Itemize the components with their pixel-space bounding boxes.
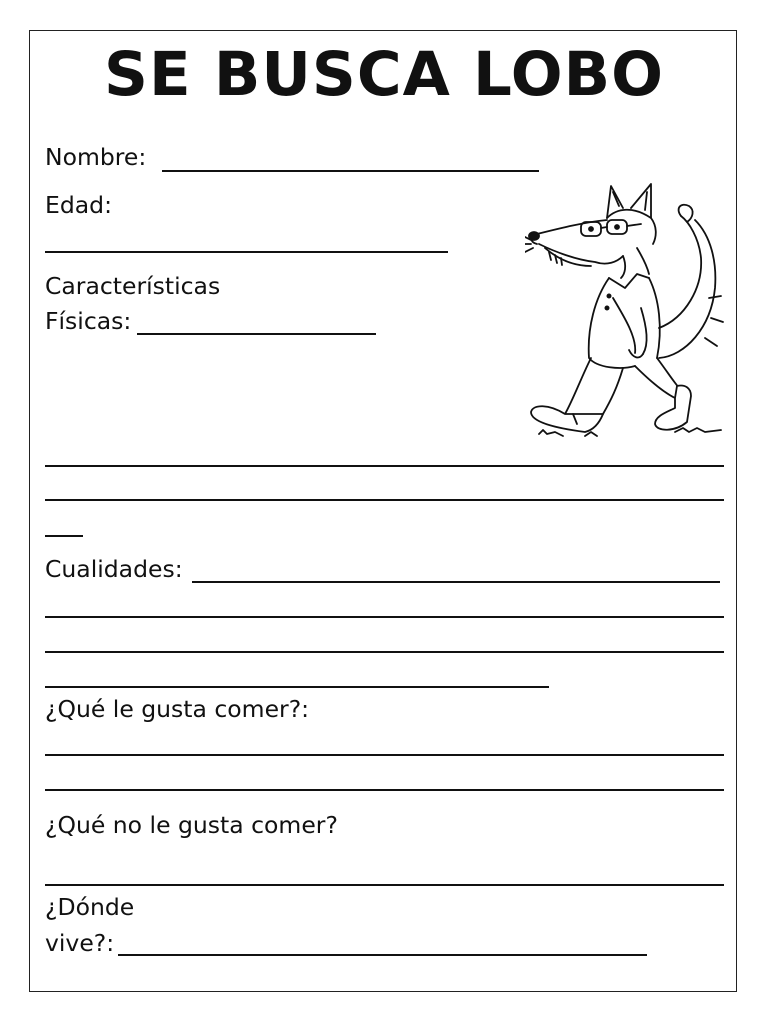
name-label: Nombre: [45,143,147,171]
physical-answer-line-3[interactable] [45,499,724,501]
wolf-with-glasses-walking-icon [525,178,725,443]
physical-answer-line-2[interactable] [45,465,724,467]
qualities-answer-line-2[interactable] [45,616,724,618]
qualities-answer-line-3[interactable] [45,651,724,653]
likes-label: ¿Qué le gusta comer?: [45,695,310,723]
age-answer-line[interactable] [45,251,448,253]
dislikes-label: ¿Qué no le gusta comer? [45,811,338,839]
likes-answer-line-1[interactable] [45,754,724,756]
physical-label-line1: Características [45,272,221,300]
lives-label-line2: vive?: [45,929,115,957]
physical-label-line2: Físicas: [45,307,132,335]
dislikes-answer-line[interactable] [45,884,724,886]
physical-answer-line-1[interactable] [137,333,376,335]
physical-answer-line-4[interactable] [45,535,83,537]
worksheet-border [29,30,737,992]
qualities-label: Cualidades: [45,555,183,583]
qualities-answer-line-4[interactable] [45,686,549,688]
likes-answer-line-2[interactable] [45,789,724,791]
lives-answer-line[interactable] [118,954,647,956]
name-answer-line[interactable] [162,170,539,172]
lives-label-line1: ¿Dónde [45,893,135,921]
qualities-answer-line-1[interactable] [192,581,720,583]
page-title: SE BUSCA LOBO [104,39,664,110]
age-label: Edad: [45,191,113,219]
